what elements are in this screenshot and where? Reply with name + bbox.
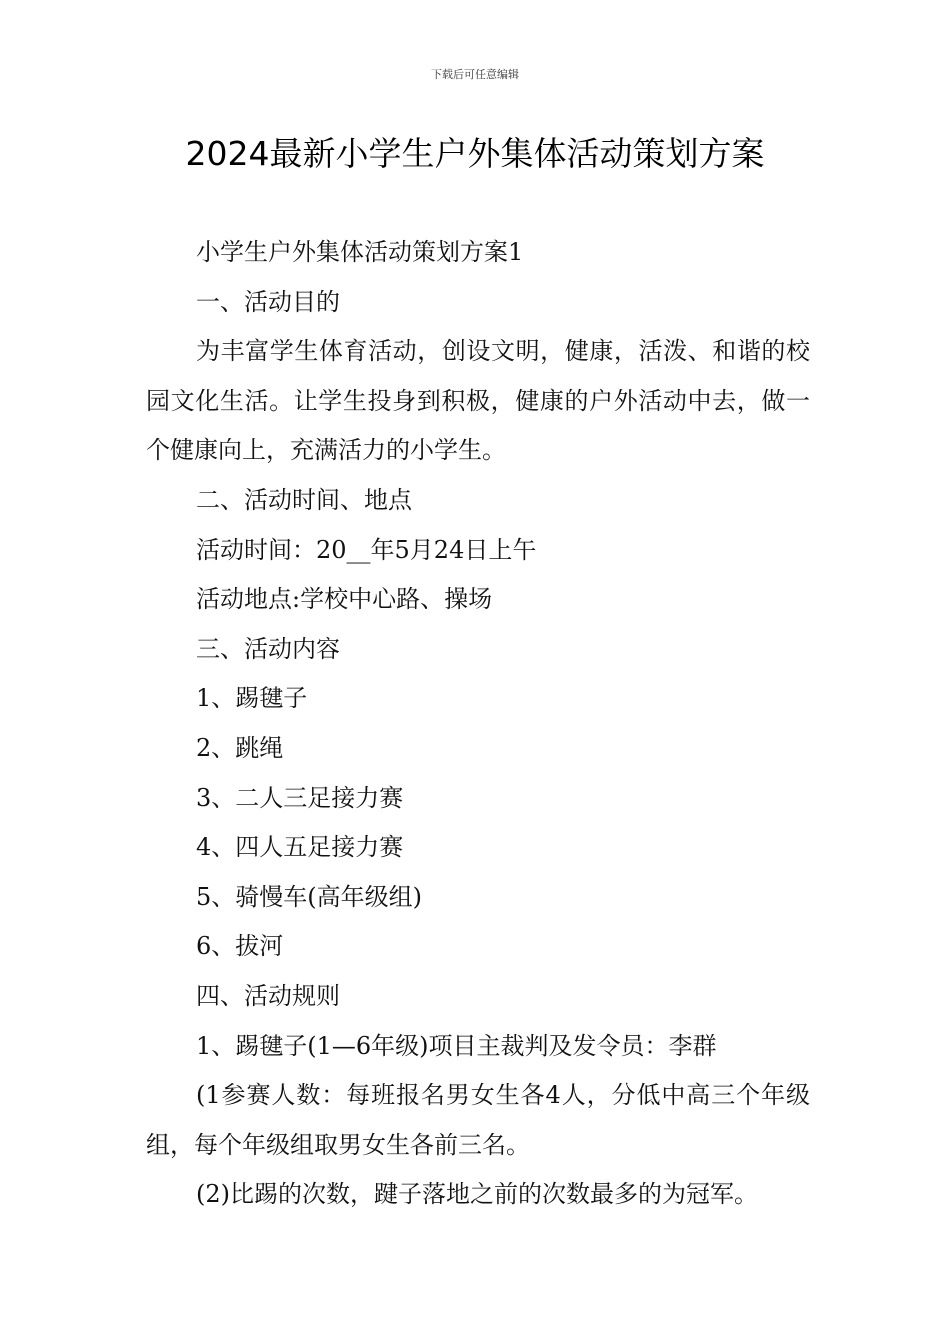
document-body xyxy=(146,228,810,1220)
page-header-note: 下载后可任意编辑 xyxy=(431,68,519,81)
rule-scoring: (2)比踢的次数，踺子落地之前的次数最多的为冠军。 xyxy=(196,1180,758,1209)
list-item-rope-skipping: 2、跳绳 xyxy=(196,733,284,762)
heading-time-location: 二、活动时间、地点 xyxy=(196,485,412,514)
paragraph-purpose: 为丰富学生体育活动，创设文明，健康，活泼、和谐的校园文化生活。让学生投身到积极，健康的户外活动中去，做一个健康向上，充满活力的小学生。 xyxy=(146,337,810,465)
list-item-slow-cycling: 5、骑慢车(高年级组) xyxy=(196,882,422,911)
rule-shuttlecock-referee: 1、踢毽子(1—6年级)项目主裁判及发令员：李群 xyxy=(196,1031,717,1060)
list-item-tug-of-war: 6、拔河 xyxy=(196,932,284,961)
list-item-shuttlecock: 1、踢毽子 xyxy=(196,684,308,713)
rule-participants: (1参赛人数：每班报名男女生各4人，分低中高三个年级组，每个年级组取男女生各前三名。 xyxy=(146,1081,810,1159)
list-item-three-legged-relay: 3、二人三足接力赛 xyxy=(196,783,404,812)
paragraph-activity-location: 活动地点:学校中心路、操场 xyxy=(196,585,493,614)
heading-activity-purpose: 一、活动目的 xyxy=(196,287,340,316)
list-item-five-legged-relay: 4、四人五足接力赛 xyxy=(196,833,404,862)
paragraph-activity-time: 活动时间：20__年5月24日上午 xyxy=(196,535,537,564)
heading-activity-rules: 四、活动规则 xyxy=(196,981,340,1010)
heading-activity-content: 三、活动内容 xyxy=(196,634,340,663)
document-title: 2024最新小学生户外集体活动策划方案 xyxy=(185,134,765,173)
section-heading-plan: 小学生户外集体活动策划方案1 xyxy=(196,238,524,266)
